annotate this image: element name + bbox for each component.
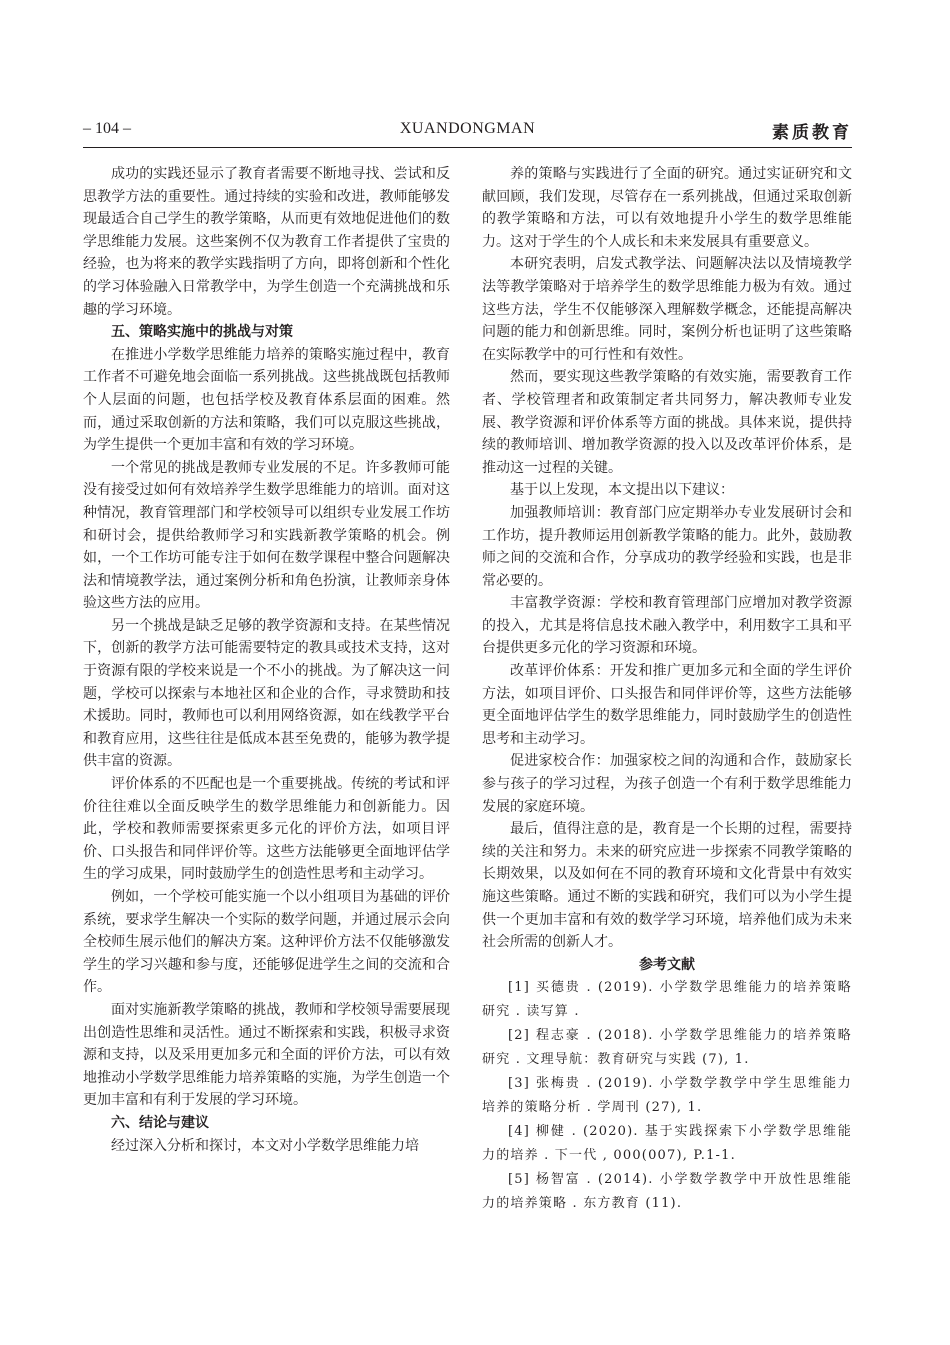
paragraph: 评价体系的不匹配也是一个重要挑战。传统的考试和评价往往难以全面反映学生的数学思维能力和创新能力。因此，学校和教师需要探索更多元化的评价方法，如项目评价、口头报告和同伴评价等。这些方法能够更全面地评估学生的学习成果，同时鼓励学生的创造性思考和主动学习。 <box>83 776 450 883</box>
reference-item: [1] 买德贵 . (2019). 小学数学思维能力的培养策略研究 . 读写算 . <box>482 980 852 1020</box>
section-heading: 六、结论与建议 <box>111 1114 209 1131</box>
paragraph: 然而，要实现这些教学策略的有效实施，需要教育工作者、学校管理者和政策制定者共同努力，解决教师专业发展、教学资源和评价体系等方面的挑战。具体来说，提供持续的教师培训、增加教学资源的投入以及改革评价体系，是推动这一过程的关键。 <box>482 369 852 476</box>
paragraph: 养的策略与实践进行了全面的研究。通过实证研究和文献回顾，我们发现，尽管存在一系列挑战，但通过采取创新的教学策略和方法，可以有效地提升小学生的数学思维能力。这对于学生的个人成长和未来发展具有重要意义。 <box>482 166 852 250</box>
paragraph: 基于以上发现，本文提出以下建议： <box>510 482 734 499</box>
page-number: – 104 – <box>83 120 131 137</box>
references-heading: 参考文献 <box>639 956 695 973</box>
paragraph: 面对实施新教学策略的挑战，教师和学校领导需要展现出创造性思维和灵活性。通过不断探索和实践，积极寻求资源和支持，以及采用更加多元和全面的评价方法，可以有效地推动小学数学思维能力培养策略的实施，为学生创造一个更加丰富和有利于发展的学习环境。 <box>83 1001 450 1109</box>
paragraph: 本研究表明，启发式教学法、问题解决法以及情境教学法等教学策略对于培养学生的数学思维能力极为有效。通过这些方法，学生不仅能够深入理解数学概念，还能提高解决问题的能力和创新思维。同时，案例分析也证明了这些策略在实际教学中的可行性和有效性。 <box>482 256 852 363</box>
paragraph: 最后，值得注意的是，教育是一个长期的过程，需要持续的关注和努力。未来的研究应进一步探索不同教学策略的长期效果，以及如何在不同的教育环境和文化背景中有效实施这些策略。通过不断的实践和研究，我们可以为小学生提供一个更加丰富和有效的数学学习环境，培养他们成为未来社会所需的创新人才。 <box>482 821 852 951</box>
paragraph: 一个常见的挑战是教师专业发展的不足。许多教师可能没有接受过如何有效培养学生数学思维能力的培训。面对这种情况，教育管理部门和学校领导可以组织专业发展工作坊和研讨会，提供给教师学习和实践新教学策略的机会。例如，一个工作坊可能专注于如何在数学课程中整合问题解决法和情境教学法，通过案例分析和角色扮演，让教师亲身体验这些方法的应用。 <box>83 459 450 612</box>
left-column <box>83 163 450 1157</box>
right-column <box>482 163 852 1216</box>
page-header <box>83 118 852 142</box>
section-heading: 五、策略实施中的挑战与对策 <box>111 324 293 341</box>
paragraph: 在推进小学数学思维能力培养的策略实施过程中，教育工作者不可避免地会面临一系列挑战。这些挑战既包括教师个人层面的问题，也包括学校及教育体系层面的困难。然而，通过采取创新的方法和策略，我们可以克服这些挑战，为学生提供一个更加丰富和有效的学习环境。 <box>83 346 450 454</box>
reference-item: [2] 程志豪 . (2018). 小学数学思维能力的培养策略研究 . 文理导航：教育研究与实践 (7), 1. <box>482 1028 852 1068</box>
paragraph: 另一个挑战是缺乏足够的教学资源和支持。在某些情况下，创新的教学方法可能需要特定的教具或技术支持，这对于资源有限的学校来说是一个不小的挑战。为了解决这一问题，学校可以探索与本地社区和企业的合作，寻求赞助和技术援助。同时，教师也可以利用网络资源，如在线教学平台和教育应用，这些往往是低成本甚至免费的，能够为教学提供丰富的资源。 <box>83 617 450 770</box>
reference-item: [5] 杨智富 . (2014). 小学数学教学中开放性思维能力的培养策略 . 东方教育 (11). <box>482 1172 852 1212</box>
paragraph: 促进家校合作：加强家校之间的沟通和合作，鼓励家长参与孩子的学习过程，为孩子创造一个有利于数学思维能力发展的家庭环境。 <box>482 753 852 815</box>
paragraph: 改革评价体系：开发和推广更加多元和全面的学生评价方法，如项目评价、口头报告和同伴评价等，这些方法能够更全面地评估学生的数学思维能力，同时鼓励学生的创造性思考和主动学习。 <box>482 663 852 747</box>
paragraph: 成功的实践还显示了教育者需要不断地寻找、尝试和反思教学方法的重要性。通过持续的实验和改进，教师能够发现最适合自己学生的教学策略，从而更有效地促进他们的数学思维能力发展。这些案例不仅为教育工作者提供了宝贵的经验，也为将来的教学实践指明了方向，即将创新和个性化的学习体验融入日常教学中，为学生创造一个充满挑战和乐趣的学习环境。 <box>83 166 450 318</box>
header-rule <box>83 147 852 148</box>
paragraph: 加强教师培训：教育部门应定期举办专业发展研讨会和工作坊，提升教师运用创新教学策略的能力。此外，鼓励教师之间的交流和合作，分享成功的教学经验和实践，也是非常必要的。 <box>482 504 852 589</box>
journal-name: XUANDONGMAN <box>399 120 536 137</box>
paragraph: 丰富教学资源：学校和教育管理部门应增加对教学资源的投入，尤其是将信息技术融入教学中，利用数字工具和平台提供更多元化的学习资源和环境。 <box>482 595 852 657</box>
section-name: 素质教育 <box>772 123 852 143</box>
paragraph: 例如，一个学校可能实施一个以小组项目为基础的评价系统，要求学生解决一个实际的数学问题，并通过展示会向全校师生展示他们的解决方案。这种评价方法不仅能够激发学生的学习兴趣和参与度，还能够促进学生之间的交流和合作。 <box>83 889 450 996</box>
reference-item: [4] 柳健 . (2020). 基于实践探索下小学数学思维能力的培养 . 下一代 , 000(007), P.1-1. <box>482 1124 852 1164</box>
reference-item: [3] 张梅贵 . (2019). 小学数学教学中学生思维能力培养的策略分析 . 学周刊 (27), 1. <box>482 1076 852 1116</box>
paragraph: 经过深入分析和探讨，本文对小学数学思维能力培 <box>111 1137 419 1154</box>
